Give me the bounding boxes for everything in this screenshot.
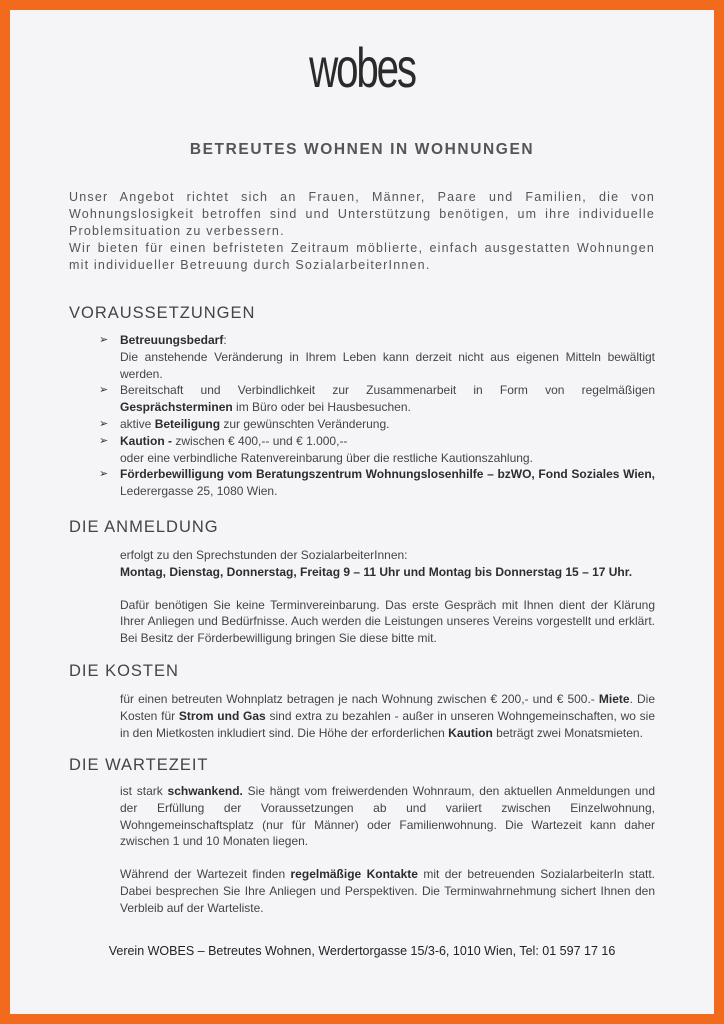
- office-hours: Montag, Dienstag, Donnerstag, Freitag 9 – 11 Uhr und Montag bis Donnerstag 15 – 17 Uhr.: [120, 564, 633, 579]
- kosten-text: . Die Kosten für: [120, 692, 655, 723]
- list-item: [99, 416, 655, 433]
- kosten-text: für einen betreuten Wohnplatz betragen je nach Wohnung zwischen € 200,- und € 500.-: [120, 692, 599, 706]
- wartezeit-text: Während der Wartezeit finden: [120, 867, 291, 882]
- item-text: zwischen € 400,-- und € 1.000,--: [172, 433, 348, 448]
- item-pre: Bereitschaft und Verbindlichkeit zur Zusammenarbeit in Form von regelmäßigen: [120, 383, 655, 398]
- wartezeit-text: Sie hängt vom freiwerdenden Wohnraum, den aktuellen Anmeldungen und der Erfüllung der Voraussetzungen ab und variiert zwischen Einzelwohnung, Wohngemeinschaftsplatz (nur für Männer) oder Familienwohnung. Die Wartezeit kann daher zwischen 1 und 10 Monaten liegen.: [120, 784, 656, 849]
- anmeldung-times: [120, 564, 655, 581]
- list-item: [99, 382, 655, 416]
- wartezeit-text: ist stark: [120, 784, 168, 798]
- item-line2: oder eine verbindliche Ratenvereinbarung über die restliche Kautionszahlung.: [120, 450, 533, 465]
- list-item: [99, 332, 655, 382]
- item-bold: Betreuungsbedarf: [120, 333, 224, 347]
- wobes-logo: wobes: [309, 36, 415, 99]
- kosten-bold-strom: Strom und Gas: [178, 708, 266, 723]
- heading-wartezeit: DIE WARTEZEIT: [69, 756, 209, 774]
- wartezeit-bold: regelmäßige Kontakte: [290, 867, 418, 882]
- item-text: im Büro oder bei Hausbesuchen.: [232, 400, 411, 415]
- wartezeit-bold: schwankend.: [167, 784, 243, 798]
- anmeldung-section: [120, 547, 655, 647]
- voraussetzungen-list: [99, 332, 655, 500]
- item-text: zur gewünschten Veränderung.: [220, 416, 390, 431]
- intro-paragraph-1: Unser Angebot richtet sich an Frauen, Männer, Paare und Familien, die von Wohnungslosigkeit betroffen sind und Unterstützung benötigen, um ihre individuelle Problemsituation zu verbessern.: [69, 190, 655, 238]
- document-page: [10, 10, 714, 1014]
- item-bold: Beteiligung: [154, 416, 221, 431]
- anmeldung-paragraph: Dafür benötigen Sie keine Terminvereinbarung. Das erste Gespräch mit Ihnen dient der Klärung Ihrer Anliegen und Bedürfnisse. Auch werden die Leistungen unseres Vereins vorgestellt und erklärt. Bei Besitz der Förderbewilligung bringen Sie diese bitte mit.: [120, 597, 655, 646]
- page-title: BETREUTES WOHNEN IN WOHNUNGEN: [189, 141, 535, 158]
- item-line2: Die anstehende Veränderung in Ihrem Leben kann derzeit nicht aus eigenen Mitteln bewältigt werden.: [120, 349, 655, 381]
- item-bold: Förderbewilligung vom Beratungszentrum Wohnungslosenhilfe – bzWO, Fond Soziales Wien,: [120, 467, 655, 482]
- item-text: :: [223, 333, 227, 347]
- heading-anmeldung: DIE ANMELDUNG: [69, 518, 219, 536]
- wartezeit-paragraph-1: [120, 783, 655, 850]
- kosten-paragraph: [120, 691, 655, 741]
- kosten-text: beträgt zwei Monatsmieten.: [492, 725, 643, 740]
- footer-contact: Verein WOBES – Betreutes Wohnen, Werdertorgasse 15/3-6, 1010 Wien, Tel: 01 597 17 16: [108, 944, 616, 958]
- item-bold: Gesprächsterminen: [120, 400, 233, 415]
- intro-paragraph-2: Wir bieten für einen befristeten Zeitraum möblierte, einfach ausgestatten Wohnungen mit individueller Betreuung durch SozialarbeiterInnen.: [69, 241, 655, 272]
- list-item: [99, 466, 655, 500]
- arrow-bullet-icon: ➢: [99, 334, 109, 346]
- wartezeit-section: [120, 783, 655, 917]
- kosten-bold-miete: Miete: [598, 692, 630, 706]
- anmeldung-line: erfolgt zu den Sprechstunden der SozialarbeiterInnen:: [120, 548, 408, 562]
- item-pre: aktive: [120, 416, 155, 431]
- heading-voraussetzungen: VORAUSSETZUNGEN: [69, 304, 256, 322]
- item-text: Lederergasse 25, 1080 Wien.: [120, 484, 278, 499]
- item-bold: Kaution -: [120, 433, 172, 448]
- arrow-bullet-icon: ➢: [99, 384, 109, 397]
- intro-section: [69, 189, 655, 274]
- list-item: [99, 433, 655, 467]
- heading-kosten: DIE KOSTEN: [69, 662, 179, 680]
- wartezeit-text: mit der betreuenden SozialarbeiterIn statt. Dabei besprechen Sie Ihre Anliegen und Perspektiven. Die Terminwahrnehmung sichert Ihnen den Verbleib auf der Warteliste.: [120, 867, 655, 915]
- kosten-section: [120, 691, 655, 741]
- arrow-bullet-icon: ➢: [99, 417, 109, 430]
- kosten-bold-kaution: Kaution: [448, 725, 493, 740]
- kosten-text: sind extra zu bezahlen - außer in unseren Wohngemeinschaften, wo sie in den Mietkosten inkludiert sind. Die Höhe der erforderlichen: [120, 708, 656, 740]
- wartezeit-paragraph-2: [120, 866, 655, 916]
- arrow-bullet-icon: ➢: [99, 434, 109, 447]
- arrow-bullet-icon: ➢: [99, 468, 109, 481]
